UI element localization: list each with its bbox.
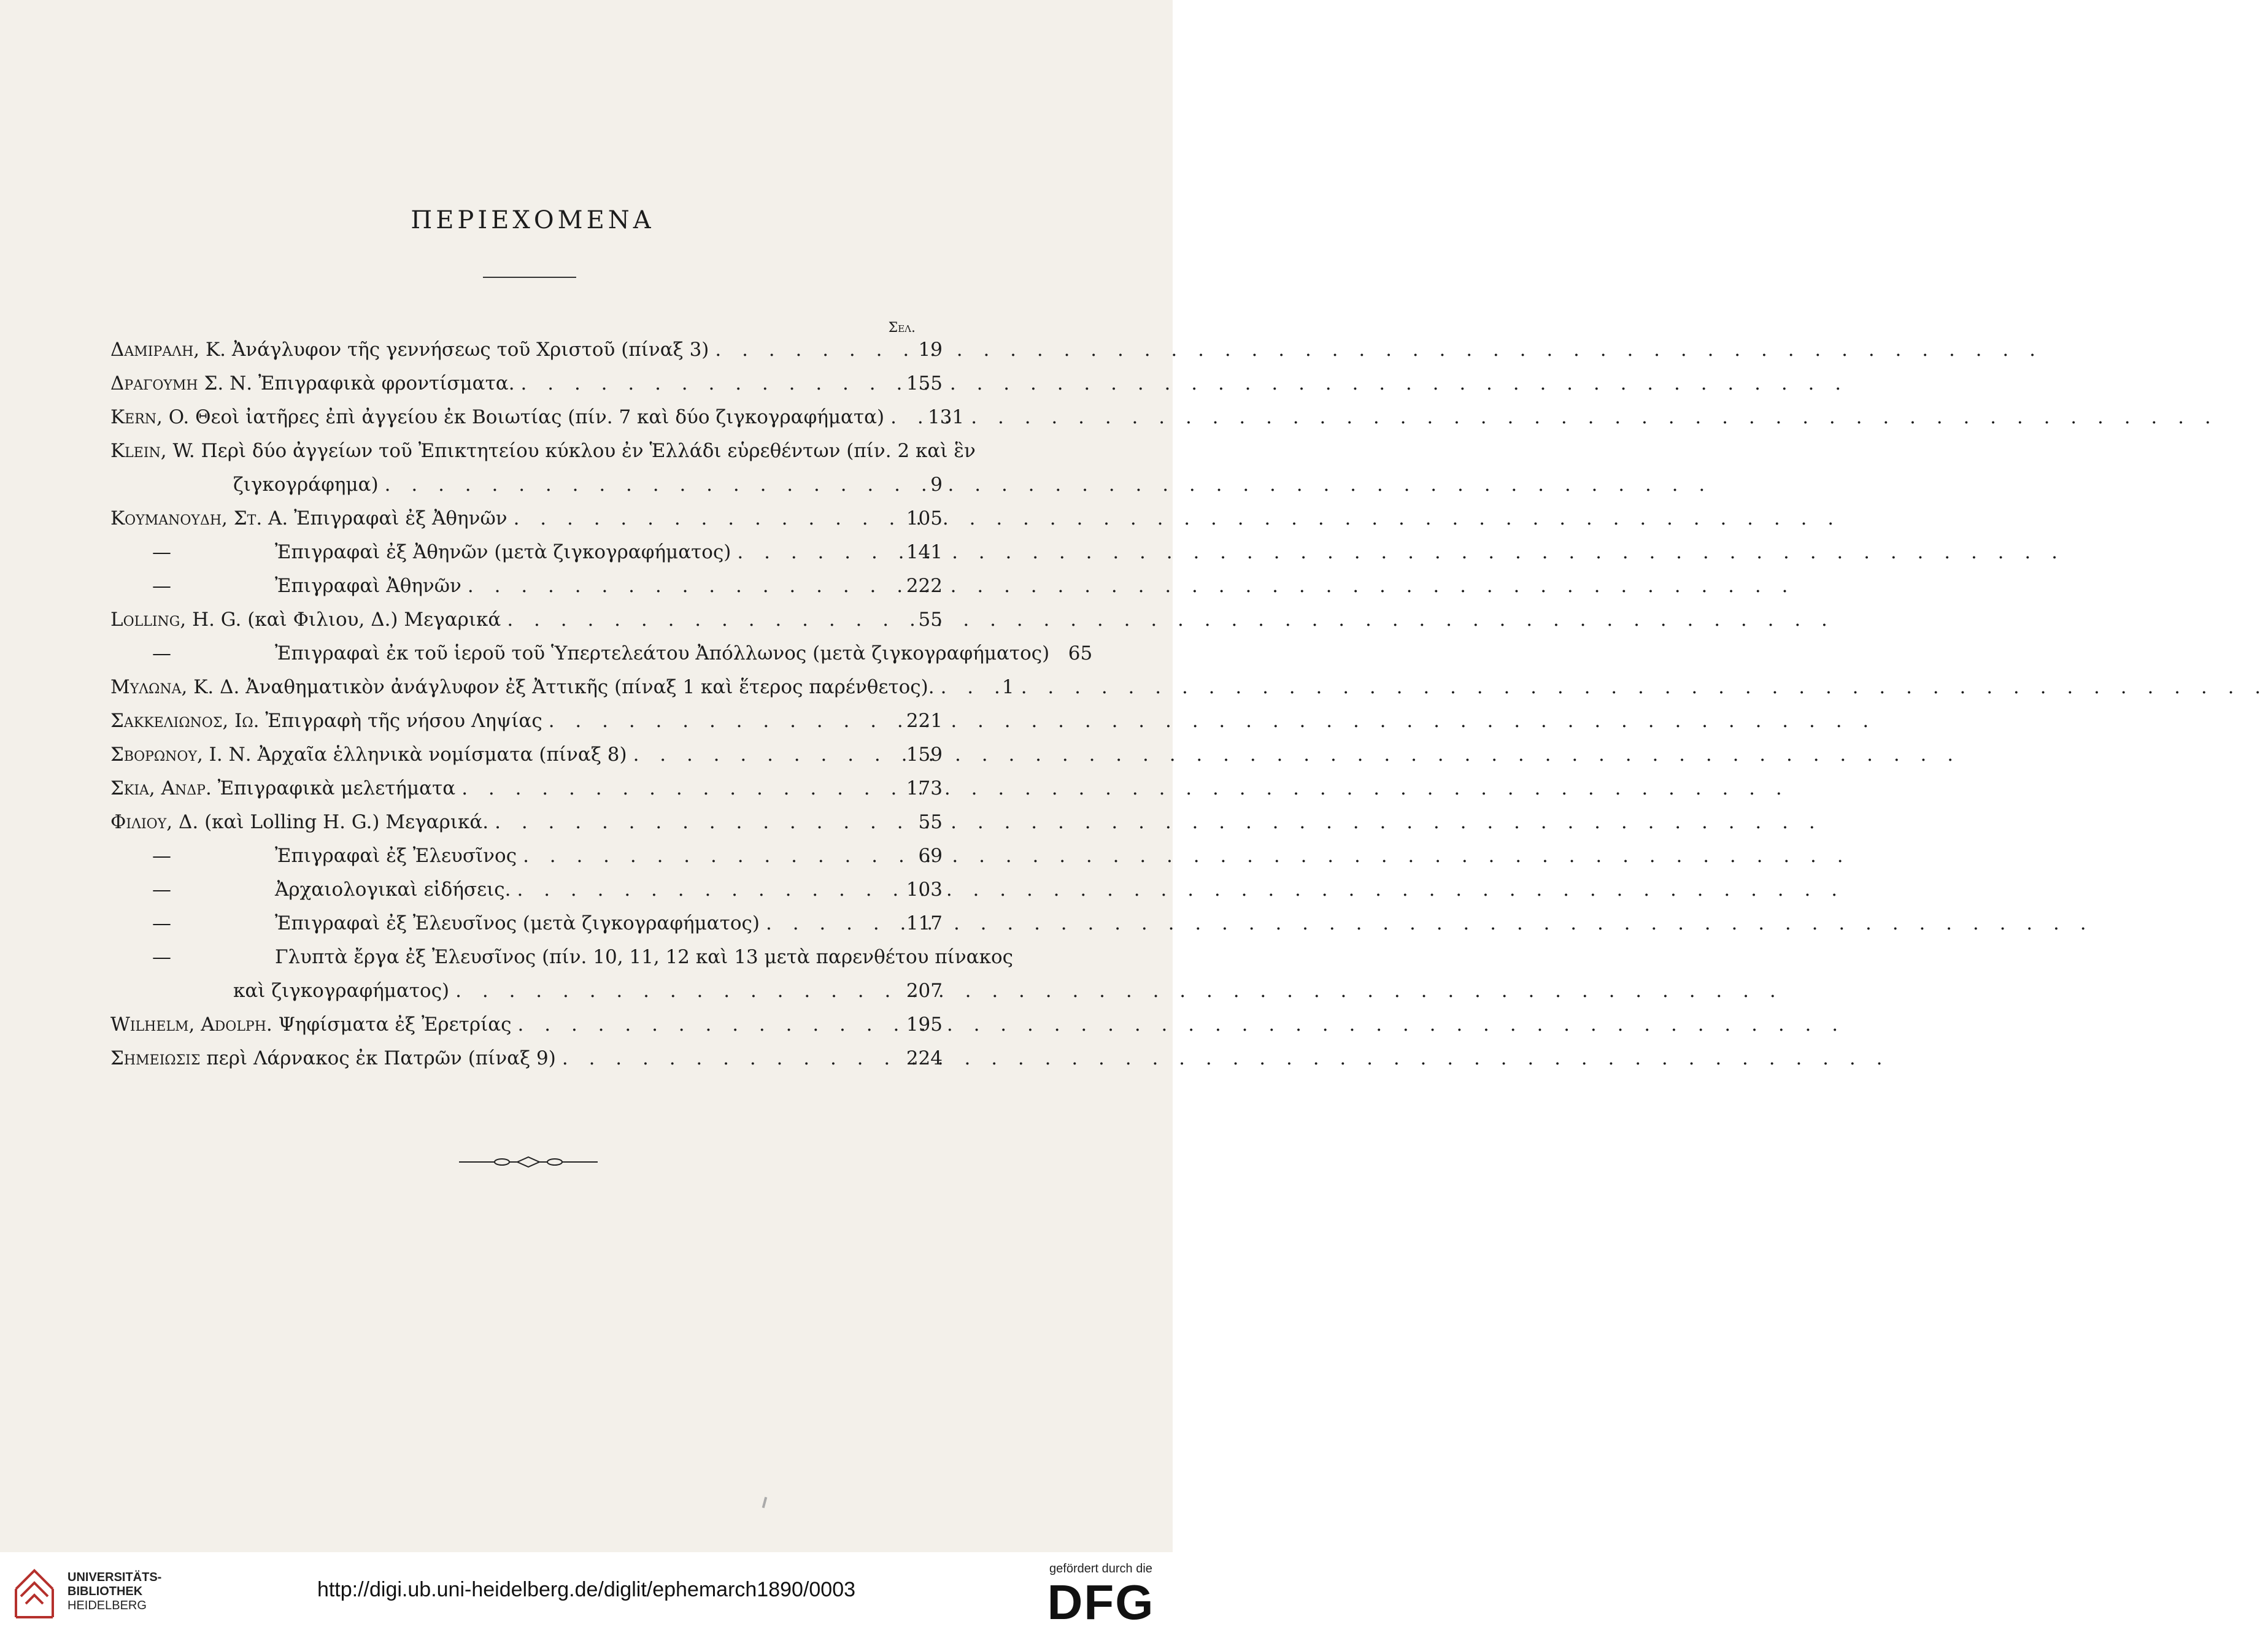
- dot-leader: [737, 541, 893, 563]
- dot-leader: [766, 912, 893, 934]
- toc-page-number: 222: [906, 575, 943, 597]
- toc-title: Ἐπιγραφαὶ ἐξ Ἐλευσῖνος (μετὰ ζιγκογραφήματος): [275, 912, 760, 934]
- toc-page-number: 155: [906, 372, 943, 394]
- title-rule: [483, 277, 576, 278]
- toc-title-continuation: ζιγκογράφημα): [233, 474, 379, 496]
- dot-leader: [514, 507, 893, 529]
- dot-leader: [495, 811, 893, 833]
- toc-title: Ἀρχαῖα ἑλληνικὰ νομίσματα (πίναξ 8): [257, 744, 627, 766]
- toc-entry: [110, 339, 943, 372]
- toc-author: Σκια, Ανδρ.: [110, 777, 212, 799]
- dot-leader: [507, 609, 893, 631]
- toc-page-number: 103: [906, 879, 943, 901]
- toc-author: Lolling, H. G.: [110, 609, 242, 631]
- toc-dash: —: [152, 912, 171, 934]
- toc-page-number: 65: [1068, 642, 1093, 664]
- toc-entry: [110, 777, 943, 811]
- toc-page-number: 19: [918, 339, 943, 361]
- toc-author: Kern, O.: [110, 406, 190, 428]
- dot-leader: [523, 845, 893, 867]
- toc-title: Ἐπιγραφαὶ ἐξ Ἀθηνῶν: [294, 507, 507, 529]
- toc-author: Klein, W.: [110, 440, 195, 462]
- toc-entry: [110, 372, 943, 406]
- toc-title: Ἐπιγραφαὶ ἐκ τοῦ ἱεροῦ τοῦ Ὑπερτελεάτου Ἀπόλλωνος (μετὰ ζιγκογραφήματος): [275, 642, 1050, 664]
- toc-entry: [110, 1014, 943, 1047]
- dot-leader: [385, 474, 893, 496]
- toc-author: Φιλιου, Δ.: [110, 811, 199, 833]
- toc-page-number: 131: [927, 406, 965, 428]
- dot-leader: [521, 372, 893, 394]
- toc-title: Ἐπιγραφαὶ Ἀθηνῶν: [275, 575, 461, 597]
- scanned-page: [0, 0, 1173, 1552]
- toc-dash: —: [152, 946, 171, 968]
- toc-page-number: 1: [1001, 676, 1014, 698]
- dot-leader: [455, 980, 893, 1002]
- toc-title: περὶ Λάρνακος ἐκ Πατρῶν (πίναξ 9): [206, 1047, 556, 1069]
- dot-leader: [518, 1014, 893, 1036]
- toc-entry: [110, 811, 943, 845]
- toc-title: (καὶ Lolling H. G.) Μεγαρικά.: [204, 811, 489, 833]
- toc-dash: —: [152, 575, 171, 597]
- toc-title: Ψηφίσματα ἐξ Ἐρετρίας: [278, 1014, 512, 1036]
- toc-title: Γλυπτὰ ἔργα ἐξ Ἐλευσῖνος (πίν. 10, 11, 12 καὶ 13 μετὰ παρενθέτου πίνακος: [275, 946, 1014, 968]
- toc-title: Ἐπιγραφαὶ ἐξ Ἐλευσῖνος: [275, 845, 517, 867]
- toc-author: Δραγουμη Σ. Ν.: [110, 372, 253, 394]
- toc-dash: —: [152, 541, 171, 563]
- toc-page-number: 173: [906, 777, 943, 799]
- toc-entry: [110, 912, 943, 946]
- library-name-line1: UNIVERSITÄTS-: [68, 1571, 162, 1584]
- toc-author: Σακκελιωνος, Ιω.: [110, 710, 260, 732]
- toc-dash: —: [152, 845, 171, 867]
- toc-title: Θεοὶ ἰατῆρες ἐπὶ ἀγγείου ἐκ Βοιωτίας (πίν. 7 καὶ δύο ζιγκογραφήματα): [195, 406, 885, 428]
- toc-title: Ἀρχαιολογικαὶ εἰδήσεις.: [275, 879, 511, 901]
- toc-entry: [110, 609, 943, 642]
- dot-leader: [941, 676, 965, 698]
- toc-title: (καὶ Φιλιου, Δ.) Μεγαρικά: [247, 609, 501, 631]
- toc-page-number: 105: [906, 507, 943, 529]
- toc-entry: [110, 744, 943, 777]
- dot-leader: [890, 406, 915, 428]
- dot-leader: [549, 710, 893, 732]
- dot-leader: [633, 744, 893, 766]
- library-name-line2: BIBLIOTHEK: [68, 1585, 143, 1598]
- funding-block[interactable]: [1044, 1562, 1158, 1629]
- table-of-contents: [110, 339, 1093, 1081]
- toc-title: Ἐπιγραφὴ τῆς νήσου Ληψίας: [265, 710, 542, 732]
- toc-entry: [110, 946, 1014, 980]
- toc-entry: [110, 642, 1093, 676]
- dot-leader: [517, 879, 893, 901]
- toc-author: Κουμανουδη, Στ. Α.: [110, 507, 288, 529]
- toc-entry: [110, 440, 976, 474]
- toc-entry: [110, 575, 943, 609]
- toc-entry: [110, 474, 943, 507]
- toc-title: Ἐπιγραφικὰ μελετήματα: [217, 777, 456, 799]
- dot-leader: [461, 777, 893, 799]
- toc-title: Ἐπιγραφαὶ ἐξ Ἀθηνῶν (μετὰ ζιγκογραφήματος): [275, 541, 731, 563]
- page-title: ΠΕΡΙΕΧΟΜΕΝΑ: [411, 206, 655, 234]
- toc-entry: [110, 710, 943, 744]
- source-url-link[interactable]: http://digi.ub.uni-heidelberg.de/diglit/ephemarch1890/0003: [317, 1578, 856, 1601]
- ornament-divider-icon: [459, 1156, 598, 1168]
- toc-title: Ἀναθηματικὸν ἀνάγλυφον ἐξ Ἀττικῆς (πίναξ 1 καὶ ἕτερος παρένθετος).: [245, 676, 935, 698]
- toc-entry: [110, 676, 1014, 710]
- toc-page-number: 207: [906, 980, 943, 1002]
- toc-title-continuation: καὶ ζιγκογραφήματος): [233, 980, 450, 1002]
- toc-page-number: 224: [906, 1047, 943, 1069]
- toc-entry: [110, 879, 943, 912]
- toc-entry: [110, 541, 943, 575]
- toc-title: Ἐπιγραφικὰ φροντίσματα.: [258, 372, 515, 394]
- toc-entry: [110, 845, 943, 879]
- toc-dash: —: [152, 642, 171, 664]
- toc-page-number: 221: [906, 710, 943, 732]
- stray-ink-mark: [762, 1497, 768, 1508]
- toc-entry: [110, 980, 943, 1014]
- dot-leader: [468, 575, 893, 597]
- funding-label: gefördert durch die: [1049, 1562, 1152, 1575]
- toc-page-number: 69: [918, 845, 943, 867]
- dfg-logo: DFG: [1047, 1575, 1155, 1629]
- page-column-header: Σελ.: [888, 320, 916, 336]
- toc-page-number: 9: [930, 474, 943, 496]
- toc-title: Περὶ δύο ἀγγείων τοῦ Ἐπικτητείου κύκλου ἐν Ἑλλάδι εὑρεθέντων (πίν. 2 καὶ ἓν: [201, 440, 976, 462]
- toc-author: Δαμιραλη, Κ.: [110, 339, 226, 361]
- toc-entry: [110, 1047, 943, 1081]
- dot-leader: [562, 1047, 893, 1069]
- toc-page-number: 195: [906, 1014, 943, 1036]
- toc-title: Ἀνάγλυφον τῆς γεννήσεως τοῦ Χριστοῦ (πίναξ 3): [231, 339, 709, 361]
- dot-leader: [715, 339, 893, 361]
- toc-page-number: 55: [918, 609, 943, 631]
- toc-page-number: 55: [918, 811, 943, 833]
- toc-author: Σημειωσις: [110, 1047, 201, 1069]
- toc-entry: [110, 406, 965, 440]
- toc-page-number: 117: [906, 912, 943, 934]
- toc-author: Wilhelm, Adolph.: [110, 1014, 272, 1036]
- toc-author: Μυλωνα, Κ. Δ.: [110, 676, 240, 698]
- toc-entry: [110, 507, 943, 541]
- toc-dash: —: [152, 879, 171, 901]
- toc-page-number: 159: [906, 744, 943, 766]
- library-name-line3: HEIDELBERG: [68, 1599, 147, 1612]
- toc-author: Σβορωνου, Ι. Ν.: [110, 744, 252, 766]
- toc-page-number: 141: [906, 541, 943, 563]
- digitization-footer: [0, 1552, 1173, 1635]
